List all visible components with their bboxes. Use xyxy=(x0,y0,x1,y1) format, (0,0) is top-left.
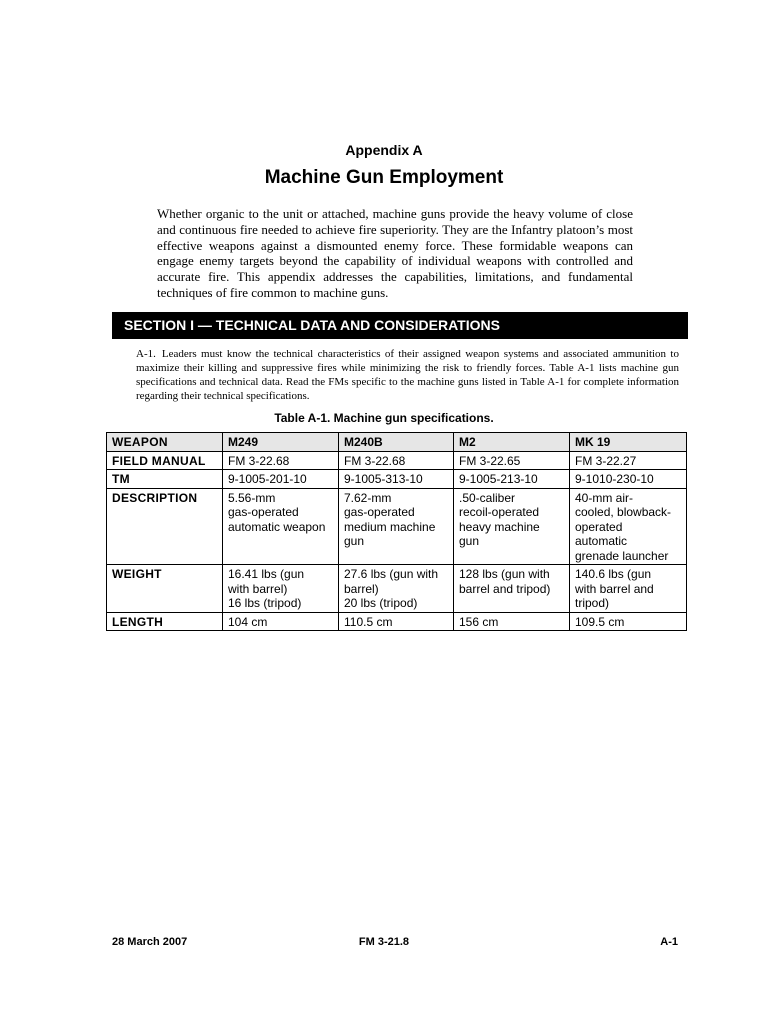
cell-text-line: 16 lbs (tripod) xyxy=(228,596,302,610)
table-row xyxy=(107,488,687,565)
row-header: WEIGHT xyxy=(107,565,223,613)
paragraph-text: Leaders must know the technical characteristics of their assigned weapon systems and associated ammunition to maximize their killing and suppressive fires while minimizing the risk to friendly forces. Table A-1 lists machine gun specifications and technical data. Read the FMs specific to the machine guns listed in Table A-1 for complete information regarding their technical specifications. xyxy=(136,348,679,402)
table-cell xyxy=(570,451,687,470)
cell-text-line: 7.62-mm xyxy=(344,490,392,505)
cell-text-line: FM 3-22.27 xyxy=(575,453,637,468)
cell-text-line: 27.6 lbs (gun with xyxy=(344,567,439,581)
footer-manual: FM 3-21.8 xyxy=(358,936,410,948)
cell-text-line: 40-mm air- xyxy=(575,490,634,505)
table-row xyxy=(107,451,687,470)
section-heading xyxy=(112,312,688,339)
row-header: TM xyxy=(107,470,223,489)
footer-page-number: A-1 xyxy=(660,936,678,948)
cell-text-line: 9-1005-213-10 xyxy=(459,472,538,486)
table-row xyxy=(107,612,687,631)
section-title: SECTION I — TECHNICAL DATA AND CONSIDERATIONS xyxy=(124,317,500,333)
column-header: M2 xyxy=(454,433,570,452)
table-row xyxy=(107,565,687,613)
table-cell xyxy=(570,565,687,613)
cell-text-line: barrel and tripod) xyxy=(459,581,551,596)
table-cell xyxy=(339,451,454,470)
cell-text-line: 16.41 lbs (gun xyxy=(228,567,305,581)
cell-text-line: operated xyxy=(575,519,623,534)
paragraph-a1 xyxy=(136,347,679,403)
cell-text-line: FM 3-22.68 xyxy=(344,453,406,468)
intro-paragraph: Whether organic to the unit or attached, machine guns provide the heavy volume of close and continuous fire needed to achieve fire superiority. They are the Infantry platoon’s most effective weapons against a dismounted enemy force. These formidable weapons can engage enemy targets beyond the capability of individual weapons with controlled and accurate fire. This appendix addresses the capabilities, limitations, and fundamental techniques of fire common to machine guns. xyxy=(157,206,633,300)
cell-text-line: recoil-operated xyxy=(459,505,540,519)
table-cell xyxy=(570,612,687,631)
cell-text-line: .50-caliber xyxy=(459,490,516,505)
table-row xyxy=(107,470,687,489)
cell-text-line: automatic xyxy=(575,534,628,548)
appendix-label: Appendix A xyxy=(345,142,423,158)
column-header: M240B xyxy=(339,433,454,452)
cell-text-line: gun xyxy=(344,534,365,548)
column-header: WEAPON xyxy=(107,433,223,452)
specs-table xyxy=(106,432,687,631)
cell-text-line: gas-operated xyxy=(228,505,299,519)
cell-text-line: FM 3-22.68 xyxy=(228,453,290,468)
table-cell xyxy=(339,565,454,613)
cell-text-line: cooled, blowback- xyxy=(575,505,672,519)
cell-text-line: 109.5 cm xyxy=(575,614,625,629)
cell-text-line: grenade launcher xyxy=(575,548,669,563)
cell-text-line: gun xyxy=(459,534,480,548)
cell-text-line: heavy machine xyxy=(459,519,540,534)
table-caption: Table A-1. Machine gun specifications. xyxy=(274,411,494,425)
cell-text-line: 104 cm xyxy=(228,614,268,629)
table-cell xyxy=(454,612,570,631)
cell-text-line: tripod) xyxy=(575,596,610,610)
row-header: LENGTH xyxy=(107,612,223,631)
cell-text-line: 9-1005-313-10 xyxy=(344,472,423,486)
footer-date: 28 March 2007 xyxy=(112,936,188,948)
table-cell xyxy=(223,488,339,565)
table-cell xyxy=(339,612,454,631)
cell-text-line: barrel) xyxy=(344,581,379,596)
column-header: M249 xyxy=(223,433,339,452)
cell-text-line: automatic weapon xyxy=(228,519,326,534)
table-cell xyxy=(454,451,570,470)
table-cell xyxy=(570,488,687,565)
table-cell xyxy=(454,565,570,613)
cell-text-line: with barrel and xyxy=(575,581,654,596)
table-cell xyxy=(339,488,454,565)
cell-text-line: 9-1005-201-10 xyxy=(228,472,307,486)
table-cell xyxy=(454,488,570,565)
cell-text-line: 156 cm xyxy=(459,614,499,629)
cell-text-line: 128 lbs (gun with xyxy=(459,567,550,581)
paragraph-number: A-1. xyxy=(136,348,156,360)
table-cell xyxy=(454,470,570,489)
page-title: Machine Gun Employment xyxy=(264,167,504,188)
table-cell xyxy=(223,470,339,489)
row-header: DESCRIPTION xyxy=(107,488,223,565)
table-cell xyxy=(570,470,687,489)
column-header: MK 19 xyxy=(570,433,687,452)
table-cell xyxy=(223,451,339,470)
table-cell xyxy=(223,565,339,613)
table-cell xyxy=(223,612,339,631)
cell-text-line: medium machine xyxy=(344,519,436,534)
table-header-row xyxy=(107,433,687,452)
row-header: FIELD MANUAL xyxy=(107,451,223,470)
cell-text-line: 110.5 cm xyxy=(344,614,393,629)
cell-text-line: 5.56-mm xyxy=(228,490,276,505)
cell-text-line: with barrel) xyxy=(228,581,288,596)
cell-text-line: FM 3-22.65 xyxy=(459,453,521,468)
table-cell xyxy=(339,470,454,489)
cell-text-line: 140.6 lbs (gun xyxy=(575,567,652,581)
cell-text-line: 9-1010-230-10 xyxy=(575,472,654,486)
cell-text-line: 20 lbs (tripod) xyxy=(344,596,418,610)
cell-text-line: gas-operated xyxy=(344,505,415,519)
